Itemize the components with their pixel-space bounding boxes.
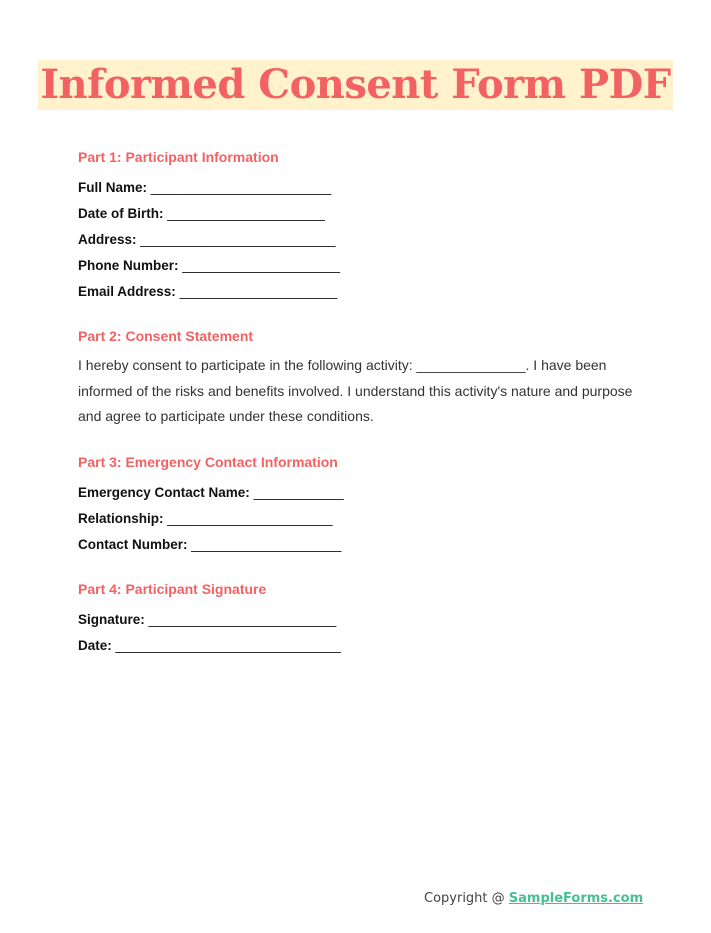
field-label: Date of Birth: — [78, 206, 164, 221]
field-label: Signature: — [78, 612, 145, 627]
section-heading: Part 2: Consent Statement — [78, 328, 254, 344]
field-blank[interactable]: ________________________ — [150, 180, 331, 195]
section-participant-signature — [78, 580, 638, 659]
contact-number-field[interactable] — [78, 532, 638, 558]
copyright-text: Copyright @ — [424, 891, 509, 906]
field-blank[interactable]: __________________________ — [140, 232, 336, 247]
section-heading: Part 4: Participant Signature — [78, 581, 267, 597]
field-blank[interactable]: ____________ — [253, 485, 344, 500]
sampleforms-link[interactable]: SampleForms.com — [508, 891, 644, 906]
field-blank[interactable]: _____________________ — [182, 258, 340, 273]
field-label: Emergency Contact Name: — [78, 485, 250, 500]
phone-number-field[interactable] — [78, 253, 638, 279]
field-label: Contact Number: — [78, 537, 188, 552]
section-heading: Part 3: Emergency Contact Information — [78, 454, 338, 470]
section-heading: Part 1: Participant Information — [78, 149, 279, 165]
full-name-field[interactable] — [78, 175, 638, 201]
field-blank[interactable]: ____________________ — [191, 537, 342, 552]
field-label: Full Name: — [78, 180, 148, 195]
field-label: Email Address: — [78, 284, 176, 299]
document-title: Informed Consent Form PDF — [40, 61, 671, 108]
field-blank[interactable]: _____________________ — [167, 206, 325, 221]
copyright-footer — [424, 891, 643, 906]
field-blank[interactable]: _________________________ — [148, 612, 337, 627]
field-label: Relationship: — [78, 511, 164, 526]
section-consent-statement — [78, 327, 638, 430]
date-field[interactable] — [78, 633, 638, 659]
relationship-field[interactable] — [78, 506, 638, 532]
email-address-field[interactable] — [78, 279, 638, 305]
date-of-birth-field[interactable] — [78, 201, 638, 227]
field-label: Address: — [78, 232, 137, 247]
field-blank[interactable]: ______________________ — [167, 511, 333, 526]
field-label: Date: — [78, 638, 112, 653]
consent-statement-text: I hereby consent to participate in the following activity: ______________. I have been informed of the risks and benefits involved. I understand this activity's nature and purpose and agree to participate under these conditions. — [78, 357, 633, 424]
section-participant-information — [78, 148, 638, 305]
field-label: Phone Number: — [78, 258, 179, 273]
emergency-contact-name-field[interactable] — [78, 480, 638, 506]
address-field[interactable] — [78, 227, 638, 253]
field-blank[interactable]: ______________________________ — [115, 638, 341, 653]
field-blank[interactable]: _____________________ — [179, 284, 338, 299]
title-container — [0, 60, 711, 110]
signature-field[interactable] — [78, 607, 638, 633]
section-emergency-contact — [78, 453, 638, 558]
